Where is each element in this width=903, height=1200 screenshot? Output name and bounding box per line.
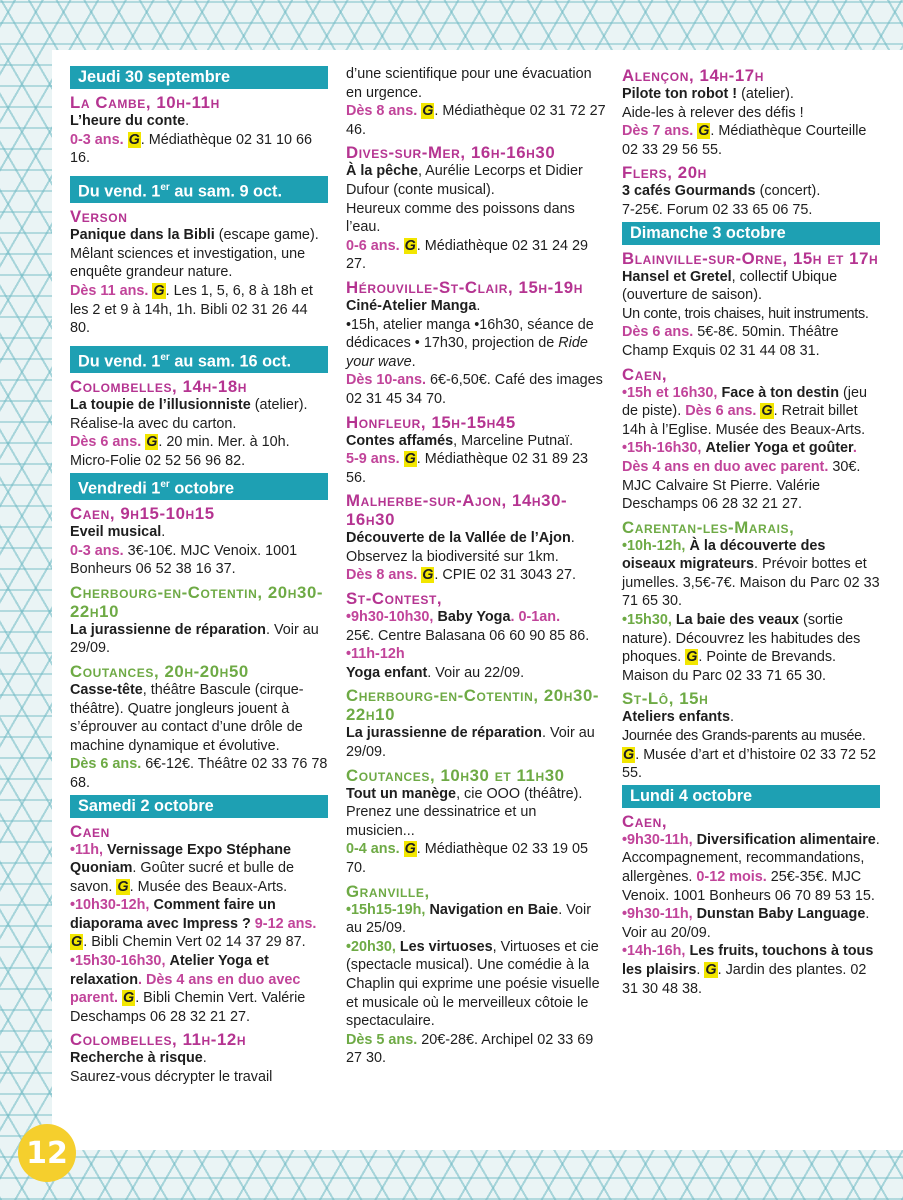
event-entry: Ateliers enfants. Journée des Grands-parents au musée. G. Musée d’art et d’histoire 02 33 72 52 55. <box>622 709 876 782</box>
date-header: Du vend. 1er au sam. 16 oct. <box>70 346 328 373</box>
event-entry: L’heure du conte. 0-3 ans. G. Médiathèque 02 31 10 66 16. <box>70 113 313 167</box>
event-entry: •20h30, Les virtuoses, Virtuoses et cie (spectacle musical). Une comédie à la Chaplin qui exprime une poésie visuelle et musicale où le merveilleux côtoie le spectaculaire. Dès 5 ans. 20€-28€. Archipel 02 33 69 27 30. <box>346 938 600 1067</box>
location-heading: Granville, <box>346 881 430 901</box>
event-entry: 3 cafés Gourmands (concert). 7-25€. Forum 02 33 65 06 75. <box>622 183 821 218</box>
location-heading: Cherbourg-en-Cotentin, 20h30-22h10 <box>346 686 600 725</box>
free-badge: G <box>117 878 129 895</box>
event-entry: La toupie de l’illusionniste (atelier). Réalise-la avec du carton. Dès 6 ans. G. 20 min. Mer. à 10h. Micro-Folie 02 52 56 96 82. <box>70 397 308 469</box>
date-header: Jeudi 30 septembre <box>70 66 328 89</box>
location-heading: Coutances, 10h30 et 11h30 <box>346 765 565 785</box>
event-entry: •10h-12h, À la découverte des oiseaux migrateurs. Prévoir bottes et jumelles. 3,5€-7€. Maison du Parc 02 33 71 65 30. <box>622 537 880 610</box>
location-heading: Colombelles, 11h-12h <box>70 1030 247 1050</box>
location-heading: Dives-sur-Mer, 16h-16h30 <box>346 143 556 163</box>
event-entry: •15h et 16h30, Face à ton destin (jeu de piste). Dès 6 ans. G. Retrait billet 14h à l’Eglise. Musée des Beaux-Arts. <box>622 384 867 438</box>
event-entry: Ciné-Atelier Manga. •15h, atelier manga •16h30, séance de dédicaces • 17h30, projection de Ride your wave. Dès 10-ans. 6€-6,50€. Café des images 02 31 45 34 70. <box>346 297 603 407</box>
free-badge: G <box>623 746 635 763</box>
location-heading: La Cambe, 10h-11h <box>70 93 220 112</box>
column-3 <box>622 66 880 998</box>
location-heading: Cherbourg-en-Cotentin, 20h30-22h10 <box>70 582 324 621</box>
location-heading: Malherbe-sur-Ajon, 14h30-16h30 <box>346 491 568 530</box>
location-heading: St-Lô, 15h <box>622 689 709 709</box>
date-header: Vendredi 1er octobre <box>70 473 328 500</box>
free-badge: G <box>686 649 698 666</box>
event-entry: •9h30-11h, Dunstan Baby Language. Voir au 20/09. <box>622 906 870 941</box>
event-entry: •10h30-12h, Comment faire un diaporama avec Impress ? 9-12 ans. G. Bibli Chemin Vert 02 14 37 29 87. <box>70 897 317 951</box>
location-heading: Caen, 9h15-10h15 <box>70 503 215 523</box>
location-heading: Caen, <box>622 811 668 831</box>
event-entry: •15h-16h30, Atelier Yoga et goûter. Dès 4 ans en duo avec parent. 30€. MJC Calvaire St Pierre. Valérie Deschamps 06 28 32 21 27. <box>622 440 861 513</box>
event-entry: •11h, Vernissage Expo Stéphane Quoniam. Goûter sucré et bulle de savon. G. Musée des Beaux-Arts. <box>70 841 294 895</box>
event-entry: Panique dans la Bibli (escape game). Mêlant sciences et investigation, une enquête grandeur nature. Dès 11 ans. G. Les 1, 5, 6, 8 à 18h et les 2 et 9 à 14h, 1h. Bibli 02 31 26 44 80. <box>70 227 319 337</box>
column-1 <box>70 64 328 1087</box>
date-header: Lundi 4 octobre <box>622 785 880 808</box>
location-heading: Carentan-les-Marais, <box>622 517 795 537</box>
event-entry: La jurassienne de réparation. Voir au 29/09. <box>70 621 319 657</box>
free-badge: G <box>404 841 416 858</box>
free-badge: G <box>422 103 434 120</box>
free-badge: G <box>698 123 710 140</box>
free-badge: G <box>422 567 434 584</box>
event-entry: Tout un manège, cie OOO (théâtre). Prenez une dessinatrice et un musicien... 0-4 ans. G. Médiathèque 02 33 19 05 70. <box>346 785 589 876</box>
event-entry: d’une scientifique pour une évacuation en urgence. Dès 8 ans. G. Médiathèque 02 31 72 27 46. <box>346 66 606 138</box>
event-entry: Hansel et Gretel, collectif Ubique (ouverture de saison). Un conte, trois chaises, huit instruments. Dès 6 ans. 5€-8€. 50min. Théâtre Champ Exquis 02 31 44 08 31. <box>622 268 869 359</box>
location-heading: Alençon, 14h-17h <box>622 66 764 85</box>
event-entry: Pilote ton robot ! (atelier). Aide-les à relever des défis ! Dès 7 ans. G. Médiathèque Courteille 02 33 29 56 55. <box>622 86 867 158</box>
free-badge: G <box>404 237 416 254</box>
free-badge: G <box>71 934 83 951</box>
date-header: Dimanche 3 octobre <box>622 222 880 245</box>
event-entry: •15h15-19h, Navigation en Baie. Voir au 25/09. <box>346 901 591 937</box>
free-badge: G <box>761 403 773 420</box>
date-header: Samedi 2 octobre <box>70 795 328 818</box>
location-heading: Honfleur, 15h-15h45 <box>346 412 516 432</box>
free-badge: G <box>122 990 135 1007</box>
event-entry: •15h30-16h30, Atelier Yoga et relaxation. Dès 4 ans en duo avec parent. G. Bibli Chemin Vert. Valérie Deschamps 06 28 32 21 27. <box>70 953 306 1025</box>
free-badge: G <box>404 451 416 468</box>
page-number: 12 <box>18 1124 76 1182</box>
event-entry: •14h-16h, Les fruits, touchons à tous les plaisirs. G. Jardin des plantes. 02 31 30 48 38. <box>622 943 874 997</box>
free-badge: G <box>153 282 165 299</box>
event-entry: Casse-tête, théâtre Bascule (cirque-théâtre). Quatre jongleurs jouent à s’éprouver au contact d’une drôle de machine dynamique et évolutive. Dès 6 ans. 6€-12€. Théâtre 02 33 76 78 68. <box>70 681 328 791</box>
location-heading: St-Contest, <box>346 589 443 609</box>
location-heading: Coutances, 20h-20h50 <box>70 661 249 681</box>
location-heading: Hérouville-St-Clair, 15h-19h <box>346 277 583 297</box>
free-badge: G <box>128 131 140 148</box>
event-entry: À la pêche, Aurélie Lecorps et Didier Dufour (conte musical). Heureux comme des poissons dans l’eau. 0-6 ans. G. Médiathèque 02 31 24 29 27. <box>346 163 589 273</box>
date-header: Du vend. 1er au sam. 9 oct. <box>70 176 328 203</box>
event-entry: Contes affamés, Marceline Putnaï. 5-9 ans. G. Médiathèque 02 31 89 23 56. <box>346 432 589 486</box>
location-heading: Blainville-sur-Orne, 15h et 17h <box>622 248 879 268</box>
event-entry: •15h30, La baie des veaux (sortie nature). Découvrez les habitudes des phoques. G. Pointe de Brevands. Maison du Parc 02 33 71 65 30. <box>622 612 861 684</box>
location-heading: Caen, <box>622 364 668 384</box>
event-entry: •11h-12h Yoga enfant. Voir au 22/09. <box>346 646 525 681</box>
event-entry: Découverte de la Vallée de l’Ajon. Observez la biodiversité sur 1km. Dès 8 ans. G. CPIE 02 31 3043 27. <box>346 530 577 584</box>
column-2 <box>346 65 608 1068</box>
event-entry: Recherche à risque. Saurez-vous décrypter le travail <box>70 1050 273 1086</box>
event-entry: Eveil musical. 0-3 ans. 3€-10€. MJC Venoix. 1001 Bonheurs 06 52 38 16 37. <box>70 523 298 578</box>
free-badge: G <box>705 961 717 978</box>
agenda-page <box>52 50 903 1150</box>
free-badge: G <box>146 434 158 451</box>
location-heading: Caen <box>70 821 110 841</box>
event-entry: La jurassienne de réparation. Voir au 29/09. <box>346 725 595 761</box>
event-entry: •9h30-11h, Diversification alimentaire. Accompagnement, recommandations, allergènes. 0-12 mois. 25€-35€. MJC Venoix. 1001 Bonheurs 06 70 89 53 15. <box>622 831 880 904</box>
location-heading: Colombelles, 14h-18h <box>70 377 248 397</box>
location-heading: Verson <box>70 207 128 227</box>
event-entry: •9h30-10h30, Baby Yoga. 0-1an. 25€. Centre Balasana 06 60 90 85 86. <box>346 609 590 644</box>
location-heading: Flers, 20h <box>622 163 707 183</box>
